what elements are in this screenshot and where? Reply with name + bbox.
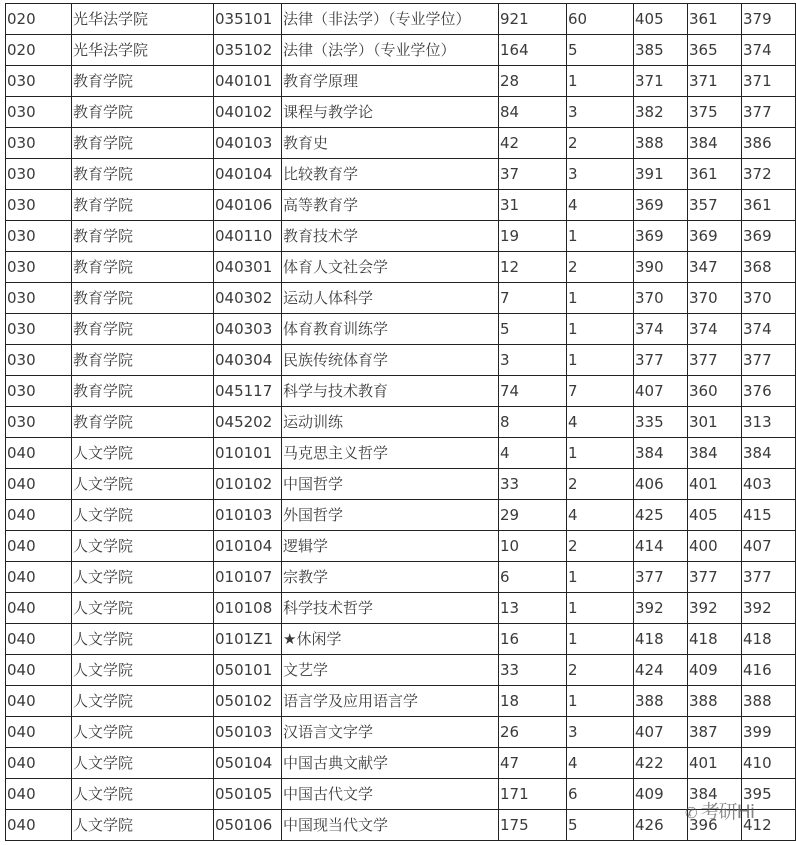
avg-score-cell: 369 <box>742 221 796 252</box>
major-code-cell: 010107 <box>214 562 282 593</box>
avg-score-cell: 376 <box>742 376 796 407</box>
college-code-cell: 030 <box>6 66 72 97</box>
applicants-cell: 171 <box>499 779 567 810</box>
table-row <box>6 655 796 686</box>
admitted-cell: 4 <box>567 748 634 779</box>
avg-score-cell: 313 <box>742 407 796 438</box>
college-name-cell: 人文学院 <box>72 686 214 717</box>
max-score-cell: 391 <box>634 159 688 190</box>
min-score-cell: 400 <box>688 531 742 562</box>
applicants-cell: 164 <box>499 35 567 66</box>
college-code-cell: 040 <box>6 779 72 810</box>
avg-score-cell: 371 <box>742 66 796 97</box>
applicants-cell: 6 <box>499 562 567 593</box>
max-score-cell: 371 <box>634 66 688 97</box>
avg-score-cell: 392 <box>742 593 796 624</box>
college-code-cell: 040 <box>6 438 72 469</box>
min-score-cell: 388 <box>688 686 742 717</box>
min-score-cell: 360 <box>688 376 742 407</box>
min-score-cell: 392 <box>688 593 742 624</box>
table-row <box>6 190 796 221</box>
major-code-cell: 040110 <box>214 221 282 252</box>
table-row <box>6 779 796 810</box>
max-score-cell: 392 <box>634 593 688 624</box>
major-code-cell: 035101 <box>214 4 282 35</box>
college-name-cell: 教育学院 <box>72 190 214 221</box>
admitted-cell: 4 <box>567 500 634 531</box>
major-name-cell: 体育教育训练学 <box>282 314 499 345</box>
admitted-cell: 1 <box>567 283 634 314</box>
major-name-cell: 教育学原理 <box>282 66 499 97</box>
applicants-cell: 84 <box>499 97 567 128</box>
college-name-cell: 人文学院 <box>72 717 214 748</box>
min-score-cell: 369 <box>688 221 742 252</box>
admitted-cell: 5 <box>567 35 634 66</box>
college-code-cell: 020 <box>6 35 72 66</box>
major-code-cell: 040301 <box>214 252 282 283</box>
college-code-cell: 040 <box>6 686 72 717</box>
college-name-cell: 人文学院 <box>72 748 214 779</box>
avg-score-cell: 418 <box>742 624 796 655</box>
college-name-cell: 人文学院 <box>72 593 214 624</box>
avg-score-cell: 384 <box>742 438 796 469</box>
admitted-cell: 1 <box>567 66 634 97</box>
applicants-cell: 29 <box>499 500 567 531</box>
avg-score-cell: 377 <box>742 345 796 376</box>
applicants-cell: 10 <box>499 531 567 562</box>
applicants-cell: 19 <box>499 221 567 252</box>
avg-score-cell: 377 <box>742 97 796 128</box>
major-code-cell: 010103 <box>214 500 282 531</box>
applicants-cell: 8 <box>499 407 567 438</box>
major-code-cell: 050104 <box>214 748 282 779</box>
applicants-cell: 3 <box>499 345 567 376</box>
college-code-cell: 040 <box>6 624 72 655</box>
table-row <box>6 562 796 593</box>
college-name-cell: 教育学院 <box>72 66 214 97</box>
max-score-cell: 374 <box>634 314 688 345</box>
avg-score-cell: 403 <box>742 469 796 500</box>
major-code-cell: 040101 <box>214 66 282 97</box>
major-code-cell: 045202 <box>214 407 282 438</box>
min-score-cell: 377 <box>688 345 742 376</box>
college-code-cell: 030 <box>6 283 72 314</box>
admitted-cell: 3 <box>567 159 634 190</box>
major-name-cell: 教育史 <box>282 128 499 159</box>
avg-score-cell: 368 <box>742 252 796 283</box>
watermark <box>685 797 754 824</box>
college-name-cell: 教育学院 <box>72 376 214 407</box>
major-name-cell: 逻辑学 <box>282 531 499 562</box>
admitted-cell: 5 <box>567 810 634 841</box>
major-name-cell: 科学技术哲学 <box>282 593 499 624</box>
college-code-cell: 030 <box>6 97 72 128</box>
major-name-cell: 体育人文社会学 <box>282 252 499 283</box>
college-name-cell: 人文学院 <box>72 779 214 810</box>
college-name-cell: 教育学院 <box>72 97 214 128</box>
admitted-cell: 4 <box>567 190 634 221</box>
major-code-cell: 050103 <box>214 717 282 748</box>
college-name-cell: 教育学院 <box>72 283 214 314</box>
applicants-cell: 47 <box>499 748 567 779</box>
admitted-cell: 1 <box>567 562 634 593</box>
major-code-cell: 040302 <box>214 283 282 314</box>
college-name-cell: 人文学院 <box>72 438 214 469</box>
admitted-cell: 2 <box>567 531 634 562</box>
admitted-cell: 2 <box>567 655 634 686</box>
table-row <box>6 593 796 624</box>
admitted-cell: 1 <box>567 686 634 717</box>
major-name-cell: 汉语言文字学 <box>282 717 499 748</box>
college-code-cell: 040 <box>6 655 72 686</box>
table-row <box>6 4 796 35</box>
max-score-cell: 407 <box>634 376 688 407</box>
applicants-cell: 175 <box>499 810 567 841</box>
max-score-cell: 418 <box>634 624 688 655</box>
avg-score-cell: 407 <box>742 531 796 562</box>
major-name-cell: ★休闲学 <box>282 624 499 655</box>
admitted-cell: 1 <box>567 624 634 655</box>
max-score-cell: 390 <box>634 252 688 283</box>
major-code-cell: 040104 <box>214 159 282 190</box>
admitted-cell: 60 <box>567 4 634 35</box>
avg-score-cell: 399 <box>742 717 796 748</box>
max-score-cell: 414 <box>634 531 688 562</box>
min-score-cell: 384 <box>688 128 742 159</box>
major-name-cell: 外国哲学 <box>282 500 499 531</box>
college-code-cell: 030 <box>6 190 72 221</box>
admitted-cell: 6 <box>567 779 634 810</box>
major-code-cell: 050106 <box>214 810 282 841</box>
min-score-cell: 361 <box>688 159 742 190</box>
applicants-cell: 31 <box>499 190 567 221</box>
college-code-cell: 040 <box>6 810 72 841</box>
min-score-cell: 371 <box>688 66 742 97</box>
applicants-cell: 7 <box>499 283 567 314</box>
major-name-cell: 科学与技术教育 <box>282 376 499 407</box>
table-row <box>6 97 796 128</box>
admitted-cell: 1 <box>567 345 634 376</box>
major-name-cell: 中国现当代文学 <box>282 810 499 841</box>
table-row <box>6 500 796 531</box>
major-code-cell: 0101Z1 <box>214 624 282 655</box>
table-row <box>6 469 796 500</box>
major-code-cell: 050101 <box>214 655 282 686</box>
major-code-cell: 050102 <box>214 686 282 717</box>
table-row <box>6 66 796 97</box>
college-name-cell: 教育学院 <box>72 252 214 283</box>
college-code-cell: 030 <box>6 314 72 345</box>
college-code-cell: 030 <box>6 221 72 252</box>
major-name-cell: 法律（非法学）（专业学位） <box>282 4 499 35</box>
college-code-cell: 040 <box>6 748 72 779</box>
college-code-cell: 020 <box>6 4 72 35</box>
admitted-cell: 1 <box>567 221 634 252</box>
admitted-cell: 4 <box>567 407 634 438</box>
score-table <box>5 3 796 841</box>
college-name-cell: 教育学院 <box>72 159 214 190</box>
major-name-cell: 中国古代文学 <box>282 779 499 810</box>
max-score-cell: 335 <box>634 407 688 438</box>
college-code-cell: 030 <box>6 407 72 438</box>
admitted-cell: 7 <box>567 376 634 407</box>
major-code-cell: 040103 <box>214 128 282 159</box>
max-score-cell: 405 <box>634 4 688 35</box>
college-name-cell: 教育学院 <box>72 221 214 252</box>
admitted-cell: 2 <box>567 252 634 283</box>
college-name-cell: 人文学院 <box>72 624 214 655</box>
avg-score-cell: 374 <box>742 35 796 66</box>
min-score-cell: 357 <box>688 190 742 221</box>
max-score-cell: 422 <box>634 748 688 779</box>
min-score-cell: 347 <box>688 252 742 283</box>
college-name-cell: 人文学院 <box>72 500 214 531</box>
max-score-cell: 424 <box>634 655 688 686</box>
major-name-cell: 运动训练 <box>282 407 499 438</box>
major-name-cell: 教育技术学 <box>282 221 499 252</box>
max-score-cell: 369 <box>634 190 688 221</box>
avg-score-cell: 416 <box>742 655 796 686</box>
avg-score-cell: 374 <box>742 314 796 345</box>
major-name-cell: 课程与教学论 <box>282 97 499 128</box>
college-name-cell: 教育学院 <box>72 314 214 345</box>
min-score-cell: 375 <box>688 97 742 128</box>
min-score-cell: 409 <box>688 655 742 686</box>
max-score-cell: 407 <box>634 717 688 748</box>
applicants-cell: 13 <box>499 593 567 624</box>
admitted-cell: 1 <box>567 438 634 469</box>
college-code-cell: 030 <box>6 252 72 283</box>
college-name-cell: 教育学院 <box>72 407 214 438</box>
table-row <box>6 252 796 283</box>
major-name-cell: 法律（法学）（专业学位） <box>282 35 499 66</box>
min-score-cell: 418 <box>688 624 742 655</box>
min-score-cell: 387 <box>688 717 742 748</box>
applicants-cell: 921 <box>499 4 567 35</box>
max-score-cell: 377 <box>634 345 688 376</box>
college-name-cell: 人文学院 <box>72 810 214 841</box>
college-name-cell: 光华法学院 <box>72 4 214 35</box>
max-score-cell: 384 <box>634 438 688 469</box>
college-name-cell: 教育学院 <box>72 345 214 376</box>
college-name-cell: 人文学院 <box>72 562 214 593</box>
table-row <box>6 376 796 407</box>
table-row <box>6 531 796 562</box>
avg-score-cell: 395 <box>742 779 796 810</box>
admitted-cell: 1 <box>567 593 634 624</box>
applicants-cell: 26 <box>499 717 567 748</box>
table-row <box>6 345 796 376</box>
max-score-cell: 406 <box>634 469 688 500</box>
table-row <box>6 128 796 159</box>
applicants-cell: 28 <box>499 66 567 97</box>
college-code-cell: 030 <box>6 345 72 376</box>
min-score-cell: 365 <box>688 35 742 66</box>
college-name-cell: 光华法学院 <box>72 35 214 66</box>
table-row <box>6 159 796 190</box>
college-name-cell: 人文学院 <box>72 655 214 686</box>
min-score-cell: 377 <box>688 562 742 593</box>
max-score-cell: 369 <box>634 221 688 252</box>
applicants-cell: 12 <box>499 252 567 283</box>
major-name-cell: 运动人体科学 <box>282 283 499 314</box>
major-code-cell: 010108 <box>214 593 282 624</box>
avg-score-cell: 361 <box>742 190 796 221</box>
min-score-cell: 374 <box>688 314 742 345</box>
college-code-cell: 040 <box>6 469 72 500</box>
min-score-cell: 370 <box>688 283 742 314</box>
major-code-cell: 050105 <box>214 779 282 810</box>
min-score-cell: 396 <box>688 810 742 841</box>
max-score-cell: 388 <box>634 128 688 159</box>
max-score-cell: 388 <box>634 686 688 717</box>
applicants-cell: 33 <box>499 655 567 686</box>
major-code-cell: 035102 <box>214 35 282 66</box>
college-code-cell: 040 <box>6 500 72 531</box>
applicants-cell: 18 <box>499 686 567 717</box>
major-code-cell: 010102 <box>214 469 282 500</box>
watermark-text: 考研Hi <box>700 801 755 823</box>
max-score-cell: 377 <box>634 562 688 593</box>
major-name-cell: 中国哲学 <box>282 469 499 500</box>
max-score-cell: 425 <box>634 500 688 531</box>
college-code-cell: 040 <box>6 531 72 562</box>
avg-score-cell: 412 <box>742 810 796 841</box>
admitted-cell: 1 <box>567 314 634 345</box>
major-code-cell: 040102 <box>214 97 282 128</box>
admitted-cell: 3 <box>567 717 634 748</box>
major-code-cell: 010104 <box>214 531 282 562</box>
min-score-cell: 401 <box>688 748 742 779</box>
applicants-cell: 33 <box>499 469 567 500</box>
applicants-cell: 4 <box>499 438 567 469</box>
major-name-cell: 高等教育学 <box>282 190 499 221</box>
college-code-cell: 030 <box>6 128 72 159</box>
min-score-cell: 384 <box>688 438 742 469</box>
major-name-cell: 宗教学 <box>282 562 499 593</box>
min-score-cell: 301 <box>688 407 742 438</box>
admitted-cell: 3 <box>567 97 634 128</box>
major-name-cell: 比较教育学 <box>282 159 499 190</box>
applicants-cell: 5 <box>499 314 567 345</box>
applicants-cell: 37 <box>499 159 567 190</box>
avg-score-cell: 415 <box>742 500 796 531</box>
avg-score-cell: 372 <box>742 159 796 190</box>
admitted-cell: 2 <box>567 128 634 159</box>
min-score-cell: 384 <box>688 779 742 810</box>
avg-score-cell: 370 <box>742 283 796 314</box>
table-row <box>6 407 796 438</box>
table-row <box>6 35 796 66</box>
major-code-cell: 045117 <box>214 376 282 407</box>
major-name-cell: 语言学及应用语言学 <box>282 686 499 717</box>
max-score-cell: 385 <box>634 35 688 66</box>
college-code-cell: 040 <box>6 593 72 624</box>
wechat-icon: ✆ <box>685 804 697 822</box>
avg-score-cell: 388 <box>742 686 796 717</box>
major-name-cell: 中国古典文献学 <box>282 748 499 779</box>
major-code-cell: 010101 <box>214 438 282 469</box>
major-code-cell: 040106 <box>214 190 282 221</box>
college-code-cell: 030 <box>6 159 72 190</box>
table-row <box>6 810 796 841</box>
table-row <box>6 686 796 717</box>
admitted-cell: 2 <box>567 469 634 500</box>
avg-score-cell: 410 <box>742 748 796 779</box>
major-code-cell: 040303 <box>214 314 282 345</box>
major-name-cell: 文艺学 <box>282 655 499 686</box>
table-row <box>6 748 796 779</box>
major-name-cell: 民族传统体育学 <box>282 345 499 376</box>
college-name-cell: 人文学院 <box>72 469 214 500</box>
applicants-cell: 42 <box>499 128 567 159</box>
applicants-cell: 16 <box>499 624 567 655</box>
college-code-cell: 030 <box>6 376 72 407</box>
avg-score-cell: 386 <box>742 128 796 159</box>
table-row <box>6 624 796 655</box>
college-code-cell: 040 <box>6 717 72 748</box>
min-score-cell: 361 <box>688 4 742 35</box>
avg-score-cell: 379 <box>742 4 796 35</box>
table-row <box>6 717 796 748</box>
table-row <box>6 314 796 345</box>
table-row <box>6 438 796 469</box>
max-score-cell: 426 <box>634 810 688 841</box>
min-score-cell: 401 <box>688 469 742 500</box>
max-score-cell: 409 <box>634 779 688 810</box>
max-score-cell: 370 <box>634 283 688 314</box>
applicants-cell: 74 <box>499 376 567 407</box>
college-name-cell: 人文学院 <box>72 531 214 562</box>
table-row <box>6 283 796 314</box>
avg-score-cell: 377 <box>742 562 796 593</box>
college-name-cell: 教育学院 <box>72 128 214 159</box>
college-code-cell: 040 <box>6 562 72 593</box>
major-name-cell: 马克思主义哲学 <box>282 438 499 469</box>
min-score-cell: 405 <box>688 500 742 531</box>
major-code-cell: 040304 <box>214 345 282 376</box>
table-row <box>6 221 796 252</box>
max-score-cell: 382 <box>634 97 688 128</box>
